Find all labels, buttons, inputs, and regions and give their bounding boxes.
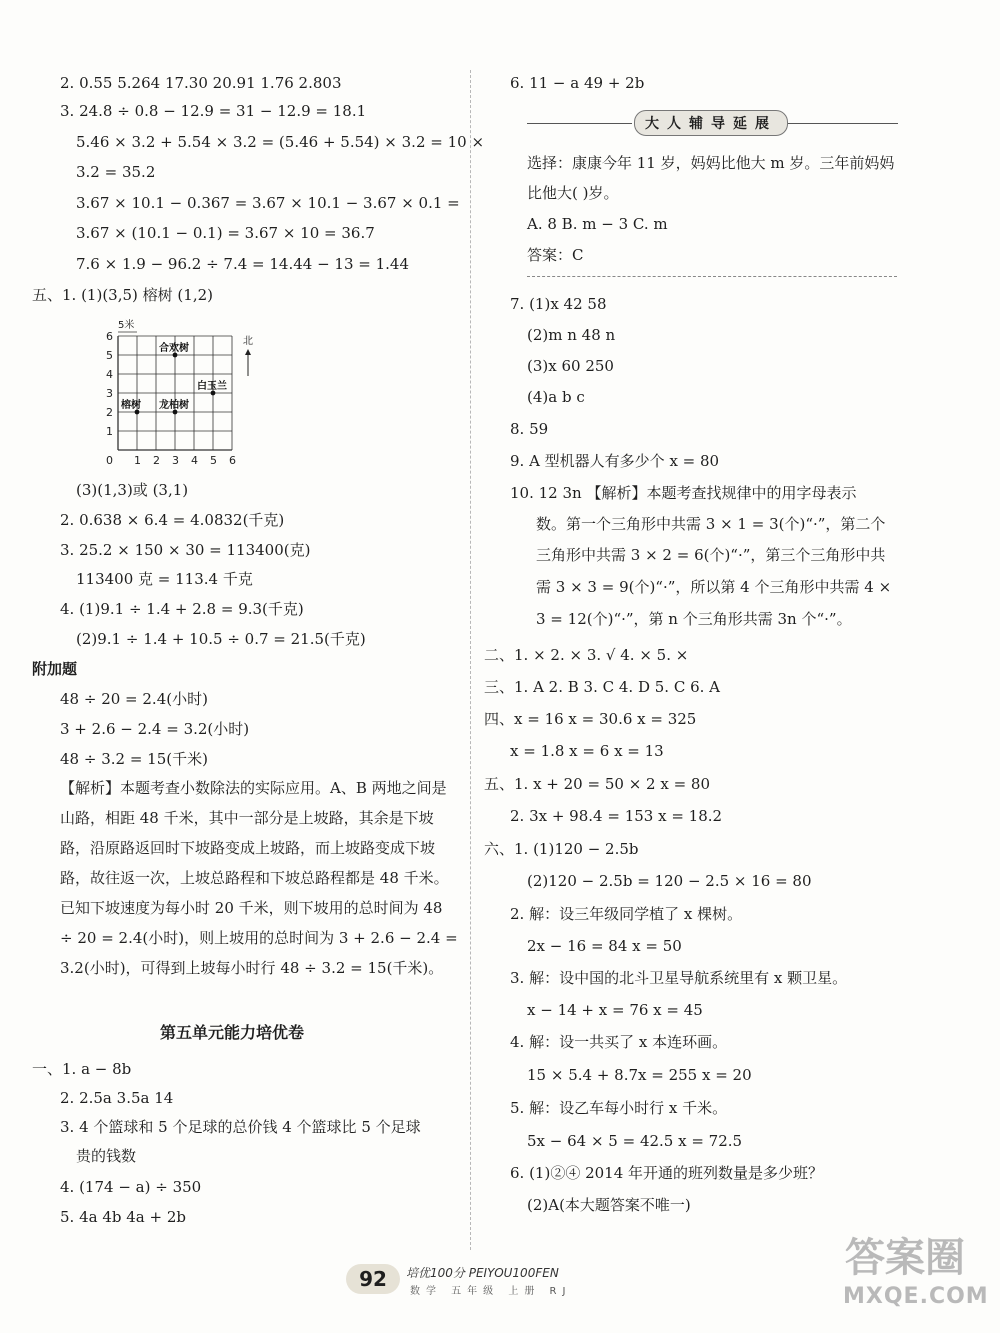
brand-logo-text: 培优100分 PEIYOU100FEN [406, 1266, 559, 1280]
left-line-20: 路，沿原路返回时下坡路变成上坡路，而上坡路变成下坡 [60, 839, 436, 857]
right-line-23: (2)120 − 2.5b = 120 − 2.5 × 16 = 80 [527, 872, 812, 890]
grid-x-tick: 3 [172, 454, 179, 467]
grid-y-tick: 6 [106, 330, 113, 343]
right-line-4: 答案：C [527, 246, 584, 264]
right-line-20: 五、1. x + 20 = 50 × 2 x = 80 [484, 775, 710, 793]
right-line-8: (4)a b c [527, 388, 585, 406]
parent-guide-banner: 大人辅导延展 [634, 110, 788, 136]
left-line-30: 5. 4a 4b 4a + 2b [60, 1208, 186, 1226]
right-line-25: 2x − 16 = 84 x = 50 [527, 937, 682, 955]
left-line-10: 3. 25.2 × 150 × 30 = 113400(克) [60, 541, 311, 559]
grid-y-tick: 4 [106, 368, 113, 381]
banner-rule-left [527, 123, 632, 124]
grid-point-label: 龙柏树 [159, 400, 189, 411]
left-line-29: 4. (174 − a) ÷ 350 [60, 1178, 202, 1196]
banner-bottom-rule [527, 276, 897, 277]
right-line-15: 3 = 12(个)“·”，第 n 个三角形共需 3n 个“·”。 [536, 610, 852, 628]
right-line-19: x = 1.8 x = 6 x = 13 [510, 742, 664, 760]
right-line-18: 四、x = 16 x = 30.6 x = 325 [484, 710, 697, 728]
grid-point-label: 榕树 [121, 400, 141, 411]
right-line-3: A. 8 B. m − 3 C. m [527, 215, 668, 233]
grid-x-tick: 1 [134, 454, 141, 467]
right-line-11: 10. 12 3n 【解析】本题考查找规律中的用字母表示 [510, 484, 857, 502]
right-line-0: 6. 11 − a 49 + 2b [510, 74, 645, 92]
grid-x-tick: 0 [106, 454, 113, 467]
grid-x-tick: 6 [229, 454, 236, 467]
right-line-7: (3)x 60 250 [527, 357, 614, 375]
grid-y-tick: 2 [106, 406, 113, 419]
right-line-22: 六、1. (1)120 − 2.5b [484, 840, 639, 858]
grid-x-tick: 4 [191, 454, 198, 467]
grid-x-tick: 2 [153, 454, 160, 467]
coordinate-grid-figure [84, 312, 254, 472]
north-arrow-icon [245, 349, 251, 355]
right-line-10: 9. A 型机器人有多少个 x = 80 [510, 452, 720, 470]
left-line-9: 2. 0.638 × 6.4 = 4.0832(千克) [60, 511, 285, 529]
right-line-16: 二、1. × 2. × 3. √ 4. × 5. × [484, 646, 689, 664]
right-line-9: 8. 59 [510, 420, 549, 438]
left-line-19: 山路，相距 48 千米，其中一部分是上坡路，其余是下坡 [60, 809, 434, 827]
left-line-14: 附加题 [32, 660, 78, 678]
left-line-27: 3. 4 个篮球和 5 个足球的总价钱 4 个篮球比 5 个足球 [60, 1118, 421, 1136]
grid-y-tick: 3 [106, 387, 113, 400]
grid-scale-label: 5米 [118, 320, 135, 331]
right-line-30: 5. 解：设乙车每小时行 x 千米。 [510, 1099, 728, 1117]
left-line-5: 3.67 × (10.1 − 0.1) = 3.67 × 10 = 36.7 [76, 224, 375, 242]
right-line-12: 数。第一个三角形中共需 3 × 1 = 3(个)“·”，第二个 [536, 515, 886, 533]
right-line-28: 4. 解：设一共买了 x 本连环画。 [510, 1033, 728, 1051]
watermark-title: 答案圈 [845, 1235, 965, 1281]
left-line-16: 3 + 2.6 − 2.4 = 3.2(小时) [60, 720, 250, 738]
right-line-6: (2)m n 48 n [527, 326, 616, 344]
north-label: 北 [243, 336, 253, 347]
left-line-28: 贵的钱数 [76, 1147, 137, 1165]
right-line-26: 3. 解：设中国的北斗卫星导航系统里有 x 颗卫星。 [510, 969, 848, 987]
grid-x-tick: 5 [210, 454, 217, 467]
left-line-25: 一、1. a − 8b [32, 1060, 132, 1078]
left-line-1: 3. 24.8 ÷ 0.8 − 12.9 = 31 − 12.9 = 18.1 [60, 102, 367, 120]
left-line-22: 已知下坡速度为每小时 20 千米，则下坡用的总时间为 48 [60, 899, 443, 917]
left-line-26: 2. 2.5a 3.5a 14 [60, 1089, 174, 1107]
watermark-url: MXQE.COM [843, 1284, 989, 1309]
left-line-21: 路，故往返一次，上坡总路程和下坡总路程都是 48 千米。 [60, 869, 449, 887]
left-line-0: 2. 0.55 5.264 17.30 20.91 1.76 2.803 [60, 74, 342, 92]
left-line-24: 3.2(小时)，可得到上坡每小时行 48 ÷ 3.2 = 15(千米)。 [60, 959, 444, 977]
right-line-29: 15 × 5.4 + 8.7x = 255 x = 20 [527, 1066, 752, 1084]
left-line-23: ÷ 20 = 2.4(小时)，则上坡用的总时间为 3 + 2.6 − 2.4 = [60, 929, 458, 947]
right-line-27: x − 14 + x = 76 x = 45 [527, 1001, 703, 1019]
left-line-3: 3.2 = 35.2 [76, 163, 156, 181]
grid-point-label: 白玉兰 [197, 381, 227, 392]
right-line-31: 5x − 64 × 5 = 42.5 x = 72.5 [527, 1132, 743, 1150]
banner-rule-right [788, 123, 898, 124]
page-number: 92 [346, 1264, 400, 1294]
grid-y-tick: 5 [106, 349, 113, 362]
left-line-11: 113400 克 = 113.4 千克 [76, 570, 253, 588]
left-line-15: 48 ÷ 20 = 2.4(小时) [60, 690, 208, 708]
right-line-2: 比他大( )岁。 [527, 184, 619, 202]
watermark [835, 1226, 989, 1316]
section-title: 第五单元能力培优卷 [160, 1023, 305, 1042]
left-line-13: (2)9.1 ÷ 1.4 + 10.5 ÷ 0.7 = 21.5(千克) [76, 630, 366, 648]
right-line-21: 2. 3x + 98.4 = 153 x = 18.2 [510, 807, 723, 825]
right-line-17: 三、1. A 2. B 3. C 4. D 5. C 6. A [484, 678, 720, 696]
left-line-18: 【解析】本题考查小数除法的实际应用。A、B 两地之间是 [60, 779, 447, 797]
right-line-32: 6. (1)②④ 2014 年开通的班列数量是多少班？ [510, 1164, 824, 1182]
right-line-5: 7. (1)x 42 58 [510, 295, 607, 313]
left-line-17: 48 ÷ 3.2 = 15(千米) [60, 750, 208, 768]
left-line-2: 5.46 × 3.2 + 5.54 × 3.2 = (5.46 + 5.54) × 3.2 = 10 × [76, 133, 485, 151]
footer-subject: 数学 五年级 上册 RJ [410, 1286, 572, 1297]
right-line-1: 选择：康康今年 11 岁，妈妈比他大 m 岁。三年前妈妈 [527, 154, 895, 172]
left-line-12: 4. (1)9.1 ÷ 1.4 + 2.8 = 9.3(千克) [60, 600, 304, 618]
right-line-33: (2)A(本大题答案不唯一) [527, 1196, 691, 1214]
left-line-6: 7.6 × 1.9 − 96.2 ÷ 7.4 = 14.44 − 13 = 1.44 [76, 255, 410, 273]
left-line-7: 五、1. (1)(3,5) 榕树 (1,2) [32, 286, 213, 304]
right-line-13: 三角形中共需 3 × 2 = 6(个)“·”，第三个三角形中共 [536, 546, 886, 564]
left-line-4: 3.67 × 10.1 − 0.367 = 3.67 × 10.1 − 3.67 × 0.1 = [76, 194, 460, 212]
right-line-24: 2. 解：设三年级同学植了 x 棵树。 [510, 905, 743, 923]
right-line-14: 需 3 × 3 = 9(个)“·”，所以第 4 个三角形中共需 4 × [536, 578, 892, 596]
column-divider [470, 70, 471, 1250]
left-line-8: (3)(1,3)或 (3,1) [76, 481, 189, 499]
grid-point-label: 合欢树 [159, 343, 189, 354]
grid-y-tick: 1 [106, 425, 113, 438]
